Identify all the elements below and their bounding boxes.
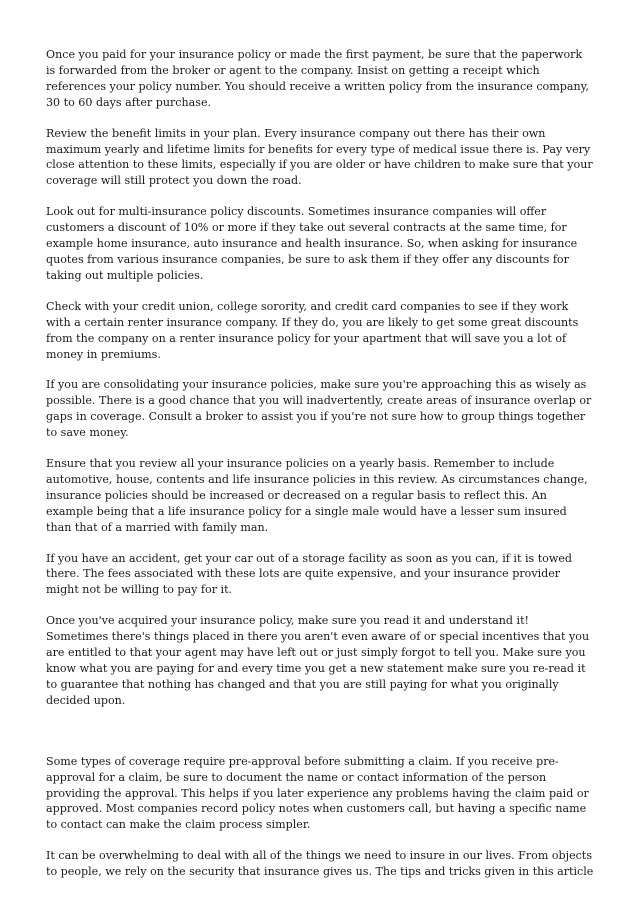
paragraph: Once you've acquired your insurance policy, make sure you read it and understand it! Sometimes there's things placed in there you aren't even aware of or special incentives that you are entitled to that your agent may have left out or just simply forgot to tell you. Make sure you know what you are paying for and every time you get a new statement make sure you re-read it to guarantee that nothing has changed and that you are still paying for what you originally decided upon. — [46, 614, 590, 707]
document-body — [46, 47, 594, 895]
paragraph: Ensure that you review all your insurance policies on a yearly basis. Remember to include automotive, house, contents and life insurance policies in this review. As circumstances change, insurance policies should be increased or decreased on a regular basis to reflect this. An example being that a life insurance policy for a single male would have a lesser sum insured than that of a married with family man. — [46, 457, 588, 534]
paragraph: Some types of coverage require pre-approval before submitting a claim. If you receive pre-approval for a claim, be sure to document the name or contact information of the person providing the approval. This helps if you later experience any problems having the claim paid or approved. Most companies record policy notes when customers call, but having a specific name to contact can make the claim process simpler. — [46, 754, 589, 832]
paragraph: Once you paid for your insurance policy or made the first payment, be sure that the paperwork is forwarded from the broker or agent to the company. Insist on getting a receipt which references your policy number. You should receive a written policy from the insurance company, 30 to 60 days after purchase. — [46, 48, 589, 109]
paragraph: Look out for multi-insurance policy discounts. Sometimes insurance companies will offer customers a discount of 10% or more if they take out several contracts at the same time, for example home insurance, auto insurance and health insurance. So, when asking for insurance quotes from various insurance companies, be sure to ask them if they offer any discounts for taking out multiple policies. — [46, 205, 578, 282]
paragraph: If you are consolidating your insurance policies, make sure you're approaching this as wisely as possible. There is a good chance that you will inadvertently, create areas of insurance overlap or gaps in coverage. Consult a broker to assist you if you're not sure how to group things together to save money. — [46, 378, 592, 440]
paragraph: Review the benefit limits in your plan. Every insurance company out there has their own maximum yearly and lifetime limits for benefits for every type of medical issue there is. Pay very close attention to these limits, especially if you are older or have children to make sure that your coverage will still protect you down the road. — [46, 126, 593, 188]
paragraph: Check with your credit union, college sorority, and credit card companies to see if they work with a certain renter insurance company. If they do, you are likely to get some great discounts from the company on a renter insurance policy for your apartment that will save you a lot of money in premiums. — [46, 299, 579, 361]
paragraph: It can be overwhelming to deal with all of the things we need to insure in our lives. From objects to people, we rely on the security that insurance gives us. The tips and tricks given in this article — [46, 849, 594, 879]
paragraph: If you have an accident, get your car out of a storage facility as soon as you can, if it is towed there. The fees associated with these lots are quite expensive, and your insurance provider might not be willing to pay for it. — [46, 551, 573, 597]
section-gap — [46, 724, 594, 754]
